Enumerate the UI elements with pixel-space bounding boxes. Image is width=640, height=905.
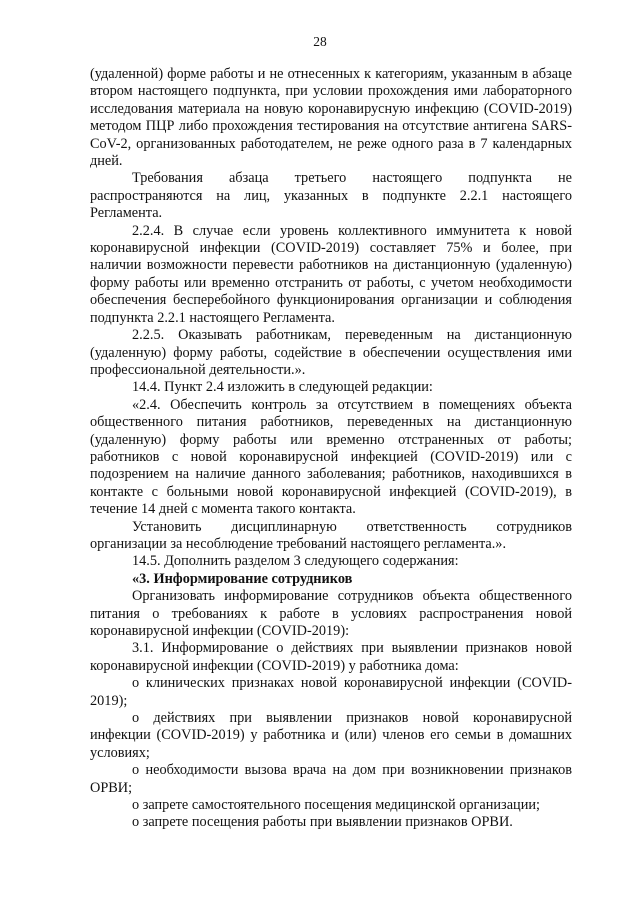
section-heading: «3. Информирование сотрудников: [132, 570, 353, 587]
list-item: о клинических признаках новой коронавирусной инфекции (COVID-2019);: [90, 675, 572, 709]
paragraph: Установить дисциплинарную ответственность сотрудников организации за несоблюдение требований настоящего регламента.».: [90, 518, 572, 552]
document-body: [90, 66, 572, 832]
list-item: о запрете посещения работы при выявлении признаков ОРВИ.: [132, 814, 513, 831]
paragraph: 14.4. Пункт 2.4 изложить в следующей редакции:: [132, 379, 433, 396]
paragraph: «2.4. Обеспечить контроль за отсутствием в помещениях объекта общественного питания работников, переведенных на дистанционную (удаленную) форму работы или временно отстраненных от работы; работников с новой коронавирусной инфекцией (COVID-2019) или с подозрением на наличие данного заболевания; работников, находившихся в контакте с больными новой коронавирусной инфекцией (COVID-2019), в течение 14 дней с момента такого контакта.: [90, 396, 572, 518]
paragraph: 2.2.5. Оказывать работникам, переведенным на дистанционную (удаленную) форму работы, содействие в обеспечении осуществления ими профессиональной деятельности.».: [90, 327, 572, 378]
paragraph: 14.5. Дополнить разделом 3 следующего содержания:: [132, 553, 459, 570]
paragraph: (удаленной) форме работы и не отнесенных к категориям, указанным в абзаце втором настоящего подпункта, при условии прохождения ими лабораторного исследования материала на новую коронавирусную инфекцию (COVID-2019) методом ПЦР либо прохождения тестирования на отсутствие антигена SARS-CoV-2, организованных работодателем, не реже одного раза в 7 календарных дней.: [90, 66, 572, 170]
paragraph: 2.2.4. В случае если уровень коллективного иммунитета к новой коронавирусной инфекции (COVID-2019) составляет 75% и более, при наличии возможности перевести работников на дистанционную (удаленную) форму работы или временно отстранить от работы, с учетом необходимости обеспечения бесперебойного функционирования организации и соблюдения подпункта 2.2.1 настоящего Регламента.: [90, 222, 572, 326]
list-item: о действиях при выявлении признаков новой коронавирусной инфекции (COVID-2019) у работника и (или) членов его семьи в домашних условиях;: [90, 710, 572, 761]
paragraph: Организовать информирование сотрудников объекта общественного питания о требованиях к работе в условиях распространения новой коронавирусной инфекции (COVID-2019):: [90, 588, 572, 639]
page-number: 28: [313, 34, 327, 49]
list-item: о запрете самостоятельного посещения медицинской организации;: [132, 797, 540, 814]
paragraph: Требования абзаца третьего настоящего подпункта не распространяются на лиц, указанных в подпункте 2.2.1 настоящего Регламента.: [90, 170, 572, 222]
paragraph: 3.1. Информирование о действиях при выявлении признаков новой коронавирусной инфекции (COVID-2019) у работника дома:: [90, 640, 572, 674]
list-item: о необходимости вызова врача на дом при возникновении признаков ОРВИ;: [90, 762, 572, 796]
